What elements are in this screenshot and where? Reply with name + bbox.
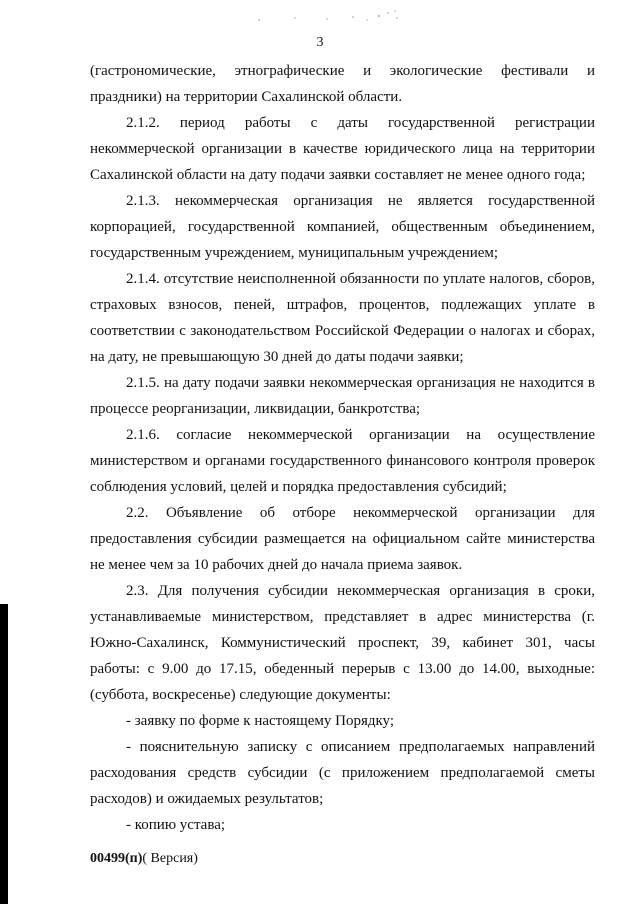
page-number: 3 xyxy=(316,35,324,50)
paragraph-2-1-2: 2.1.2. период работы с даты государственной регистрации некоммерческой организации в качестве юридического лица на территории Сахалинской области на дату подачи заявки составляет не менее одного года; xyxy=(90,115,595,183)
document-version-label: ( Версия) xyxy=(142,851,198,866)
paragraph-2-1-3: 2.1.3. некоммерческая организация не является государственной корпорацией, государственной компанией, общественным объединением, государственным учреждением, муниципальным учреждением; xyxy=(90,193,595,261)
scan-edge-shadow xyxy=(0,604,8,904)
scan-noise xyxy=(255,8,415,26)
paragraph-2-1-6: 2.1.6. согласие некоммерческой организации на осуществление министерством и органами государственного финансового контроля проверок соблюдения условий, целей и порядка предоставления субсидий; xyxy=(90,427,595,495)
document-body xyxy=(90,58,595,838)
paragraph-2-2: 2.2. Объявление об отборе некоммерческой организации для предоставления субсидии размещается на официальном сайте министерства не менее чем за 10 рабочих дней до начала приема заявок. xyxy=(90,505,595,573)
paragraph-2-1-5: 2.1.5. на дату подачи заявки некоммерческая организация не находится в процессе реорганизации, ликвидации, банкротства; xyxy=(90,375,595,417)
paragraph-2-3: 2.3. Для получения субсидии некоммерческая организация в сроки, устанавливаемые министерством, представляет в адрес министерства (г. Южно-Сахалинск, Коммунистический проспект, 39, кабинет 301, часы работы: с 9.00 до 17.15, обеденный перерыв с 13.00 до 14.00, выходные: (суббота, воскресенье) следующие документы: xyxy=(90,583,595,703)
document-code: 00499(п) xyxy=(90,851,143,866)
paragraph-2-1-4: 2.1.4. отсутствие неисполненной обязанности по уплате налогов, сборов, страховых взносов, пеней, штрафов, процентов, подлежащих уплате в соответствии с законодательством Российской Федерации о налогах и сборах, на дату, не превышающую 30 дней до даты подачи заявки; xyxy=(90,271,595,365)
list-item-charter-copy: - копию устава; xyxy=(126,817,226,833)
list-item-explanatory-note: - пояснительную записку с описанием предполагаемых направлений расходования средств субсидии (с приложением предполагаемой сметы расходов) и ожидаемых результатов; xyxy=(90,739,595,807)
paragraph-continuation: (гастрономические, этнографические и экологические фестивали и праздники) на территории Сахалинской области. xyxy=(90,63,595,105)
document-footer xyxy=(90,851,198,867)
list-item-application: - заявку по форме к настоящему Порядку; xyxy=(126,713,395,729)
